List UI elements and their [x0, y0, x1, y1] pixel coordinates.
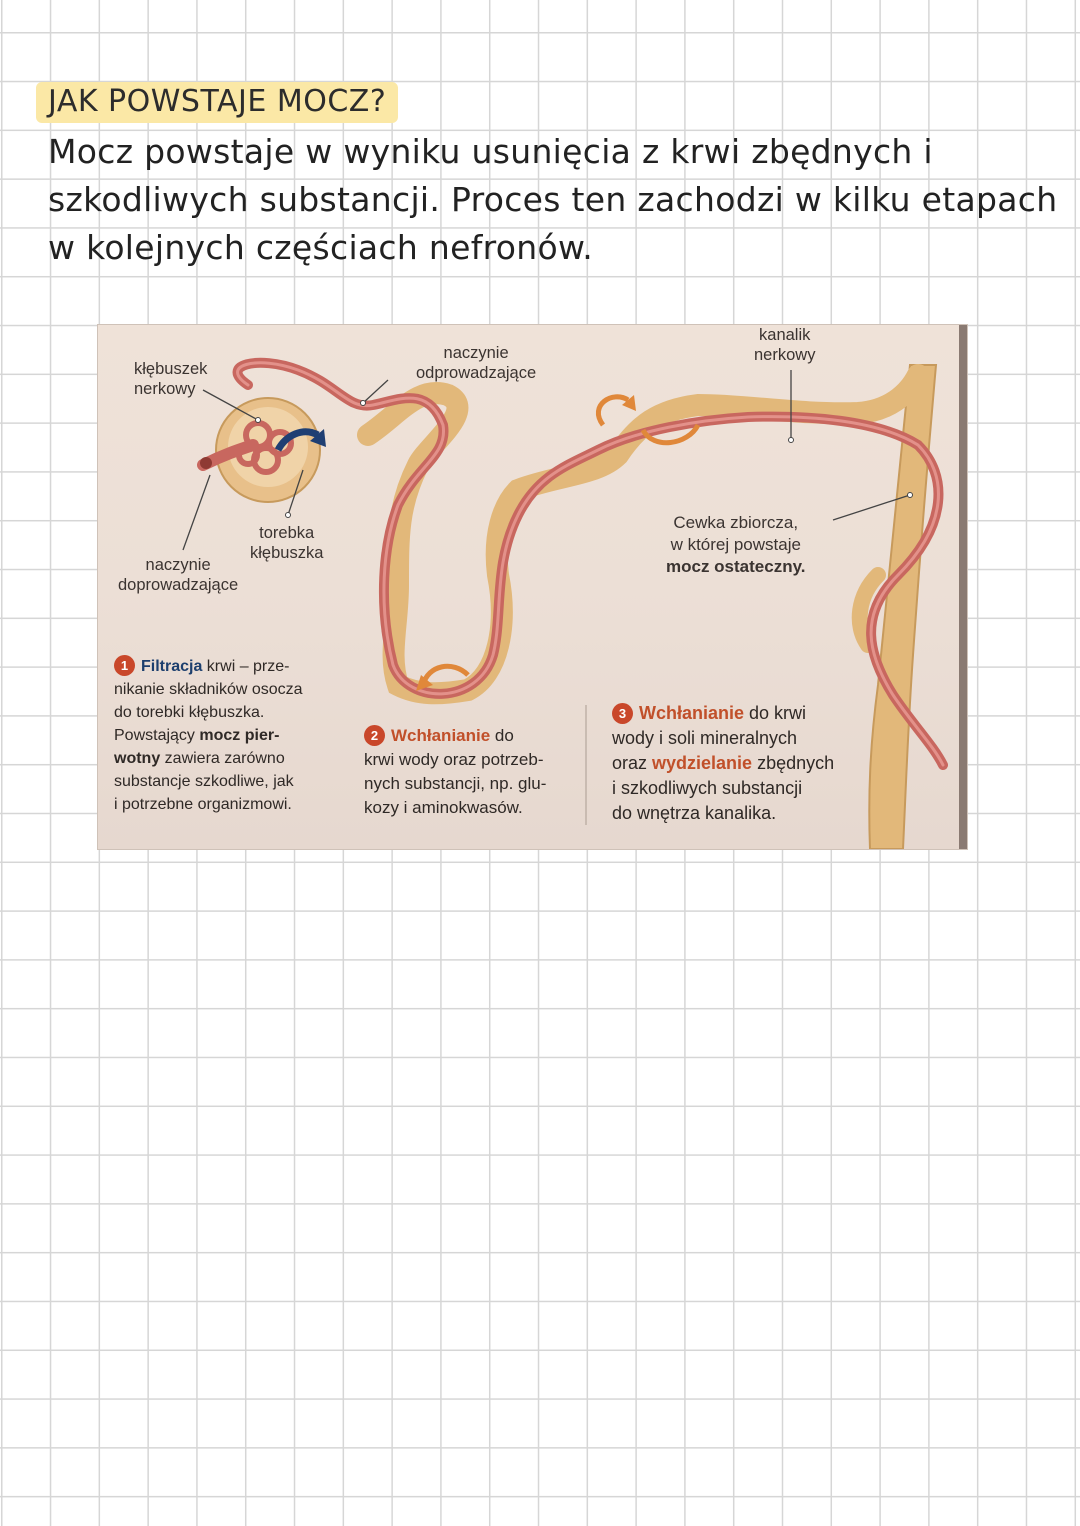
caption-step-2 — [364, 724, 546, 820]
caption-line: do torebki kłębuszka. — [114, 704, 265, 721]
step-number-badge: 3 — [612, 703, 633, 724]
nephron-diagram-photo — [98, 325, 967, 849]
label-line: doprowadzające — [118, 576, 239, 594]
label-afferent-vessel — [118, 555, 238, 595]
page-title: JAK POWSTAJE MOCZ? — [36, 82, 398, 123]
caption-line: do wnętrza kanalika. — [612, 803, 777, 823]
label-line: mocz ostateczny. — [666, 557, 806, 576]
label-efferent-vessel — [416, 343, 536, 383]
label-line: kłębuszek — [134, 360, 208, 378]
caption-text: krwi – prze- — [202, 658, 290, 675]
label-line: naczynie — [443, 344, 509, 362]
label-line: kanalik — [759, 326, 811, 344]
caption-bold: wotny — [114, 750, 161, 767]
caption-term: wydzielanie — [652, 753, 753, 773]
label-line: torebka — [259, 524, 315, 542]
intro-line: w kolejnych częściach nefronów. — [48, 228, 594, 267]
step-number-badge: 1 — [114, 655, 135, 676]
label-tubule — [754, 325, 815, 365]
caption-line — [364, 724, 546, 748]
caption-step-3 — [612, 701, 834, 826]
caption-bold: mocz pier- — [199, 727, 280, 744]
label-line: kłębuszka — [250, 544, 324, 562]
caption-line: wody i soli mineralnych — [612, 728, 798, 748]
caption-line: nikanie składników osocza — [114, 681, 303, 698]
label-capsule — [250, 523, 323, 563]
caption-line — [612, 701, 834, 726]
photo-edge-strip — [959, 325, 967, 849]
caption-line: krwi wody oraz potrzeb- — [364, 750, 544, 769]
label-line: odprowadzające — [416, 364, 537, 382]
caption-text: do — [490, 726, 514, 745]
orange-arrow-icon — [598, 397, 628, 425]
caption-text: Powstający — [114, 727, 200, 744]
afferent-vessel-opening — [200, 457, 212, 469]
intro-text — [48, 128, 1058, 272]
caption-term: Wchłanianie — [639, 703, 745, 723]
label-collecting-duct — [666, 512, 806, 578]
intro-line: Mocz powstaje w wyniku usunięcia z krwi zbędnych i — [48, 132, 933, 171]
step-number-badge: 2 — [364, 725, 385, 746]
caption-text: zbędnych — [752, 753, 835, 773]
caption-line: kozy i aminokwasów. — [364, 798, 523, 817]
caption-line — [114, 747, 303, 770]
caption-step-1 — [114, 655, 303, 816]
label-line: nerkowy — [134, 380, 196, 398]
caption-line — [612, 751, 834, 776]
caption-line: substancje szkodliwe, jak — [114, 773, 294, 790]
caption-line — [114, 724, 303, 747]
label-glomerulus — [134, 359, 207, 399]
blood-vessel — [238, 363, 943, 765]
caption-line: nych substancji, np. glu- — [364, 774, 547, 793]
caption-term: Filtracja — [141, 658, 203, 675]
caption-text: do krwi — [744, 703, 807, 723]
label-line: naczynie — [145, 556, 211, 574]
caption-line: i szkodliwych substancji — [612, 778, 803, 798]
intro-line: szkodliwych substancji. Proces ten zachodzi w kilku etapach — [48, 180, 1058, 219]
caption-line: i potrzebne organizmowi. — [114, 796, 292, 813]
label-line: nerkowy — [754, 346, 816, 364]
caption-text: oraz — [612, 753, 653, 773]
label-line: Cewka zbiorcza, — [673, 513, 799, 532]
caption-term: Wchłanianie — [391, 726, 491, 745]
label-line: w której powstaje — [670, 535, 801, 554]
caption-line — [114, 655, 303, 678]
caption-text: zawiera zarówno — [160, 750, 285, 767]
